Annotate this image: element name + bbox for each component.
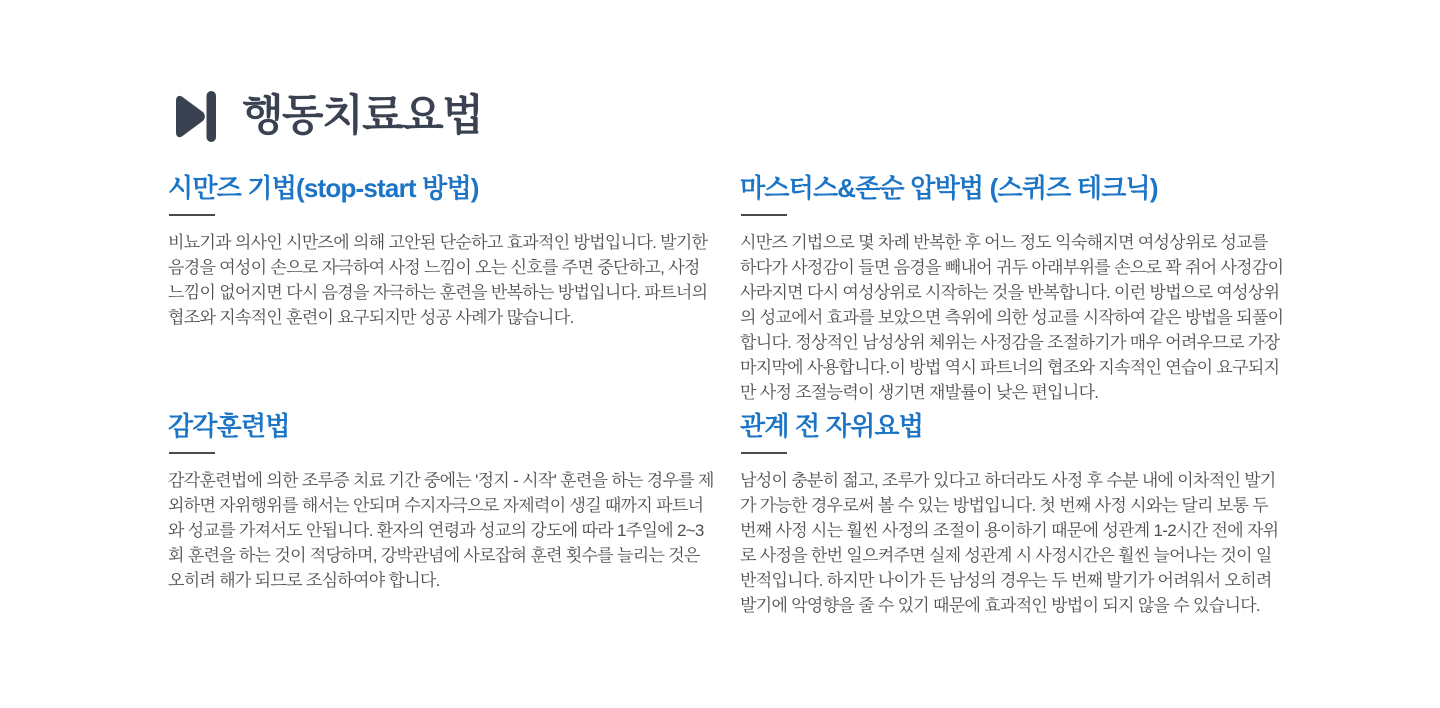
section-squeeze-technique [740, 172, 1286, 410]
section-heading: 관계 전 자위요법 [740, 411, 924, 441]
section-divider [169, 452, 215, 454]
page-header [172, 90, 482, 143]
section-body: 감각훈련법에 의한 조루증 치료 기간 중에는 '정지 - 시작' 훈련을 하는 경우를 제외하면 자위행위를 해서는 안되며 수지자극으로 자제력이 생길 때까지 파트너와 성교를 가져서도 안됩니다. 환자의 연령과 성교의 강도에 따라 1주일에 2~3회 훈련을 하는 것이 적당하며, 강박관념에 사로잡혀 훈련 횟수를 늘리는 것은 오히려 해가 되므로 조심하여야 합니다. [168, 471, 714, 590]
section-divider [169, 214, 215, 216]
section-body: 남성이 충분히 젊고, 조루가 있다고 하더라도 사정 후 수분 내에 이차적인 발기가 가능한 경우로써 볼 수 있는 방법입니다. 첫 번째 사정 시와는 달리 보통 두 번째 사정 시는 훨씬 사정의 조절이 용이하기 때문에 성관계 1-2시간 전에 자위로 사정을 한번 일으켜주면 실제 성관계 시 사정시간은 훨씬 늘어나는 것이 일반적입니다. 하지만 나이가 든 남성의 경우는 두 번째 발기가 어려워서 오히려 발기에 악영향을 줄 수 있기 때문에 효과적인 방법이 되지 않을 수 있습니다. [740, 471, 1279, 615]
section-body: 시만즈 기법으로 몇 차례 반복한 후 어느 정도 익숙해지면 여성상위로 성교를 하다가 사정감이 들면 음경을 빼내어 귀두 아래부위를 손으로 꽉 쥐어 사정감이 사라지면 다시 여성상위로 시작하는 것을 반복합니다. 이런 방법으로 여성상위의 성교에서 효과를 보았으면 측위에 의한 성교를 시작하여 같은 방법을 되풀이 합니다. 정상적인 남성상위 체위는 사정감을 조절하기가 매우 어려우므로 가장 마지막에 사용합니다.이 방법 역시 파트너의 협조와 지속적인 연습이 요구되지만 사정 조절능력이 생기면 재발률이 낮은 편입니다. [740, 233, 1284, 402]
sections-grid [168, 172, 1286, 618]
page-title: 행동치료요법 [242, 92, 483, 140]
section-divider [741, 214, 787, 216]
section-heading: 시만즈 기법(stop-start 방법) [168, 173, 479, 203]
skip-next-icon [172, 90, 217, 143]
section-heading: 마스터스&존순 압박법 (스퀴즈 테크닉) [740, 173, 1158, 203]
section-stop-start [168, 172, 714, 410]
section-pre-intercourse-masturbation [740, 410, 1286, 618]
section-sensate-training [168, 410, 714, 618]
section-body: 비뇨기과 의사인 시만즈에 의해 고안된 단순하고 효과적인 방법입니다. 발기한 음경을 여성이 손으로 자극하여 사정 느낌이 오는 신호를 주면 중단하고, 사정 느낌이 없어지면 다시 음경을 자극하는 훈련을 반복하는 방법입니다. 파트너의 협조와 지속적인 훈련이 요구되지만 성공 사례가 많습니다. [168, 233, 708, 327]
section-divider [741, 452, 787, 454]
section-heading: 감각훈련법 [168, 411, 290, 441]
